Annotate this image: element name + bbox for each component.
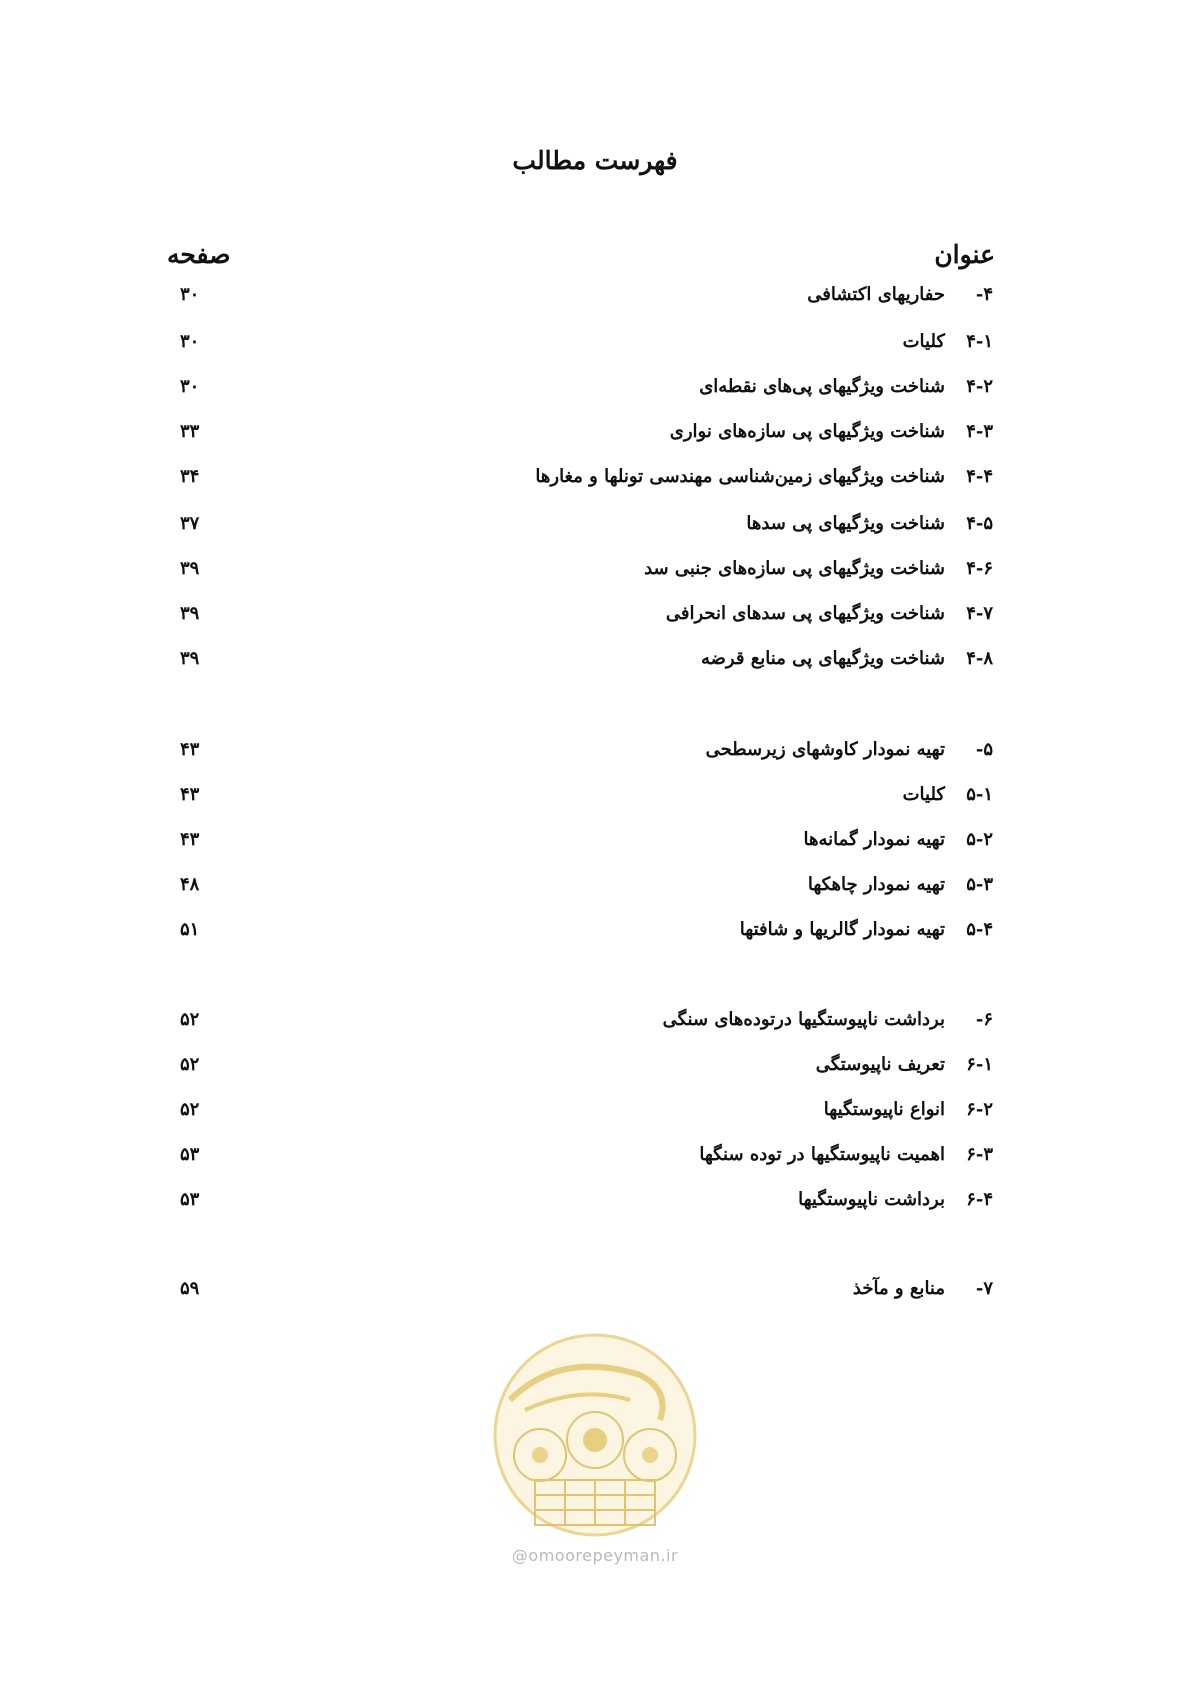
toc-entry [0, 284, 1190, 314]
toc-entry-number: ۴-۶ [966, 558, 993, 579]
toc-entry-number: ۵-۴ [966, 919, 993, 940]
toc-entry-page: ۵۱ [180, 919, 200, 940]
toc-entry-text: برداشت ناپیوستگیها درتوده‌های سنگی [662, 1009, 945, 1030]
toc-entry-text: کلیات [902, 784, 945, 805]
toc-entry-text: اهمیت ناپیوستگیها در توده سنگها [699, 1144, 945, 1165]
toc-entry-number: ۴-۵ [966, 513, 993, 534]
toc-entry-title [740, 919, 993, 940]
toc-entry-text: برداشت ناپیوستگیها [798, 1189, 945, 1210]
toc-entry-page: ۵۲ [180, 1009, 200, 1030]
toc-entry-number: ۴-۴ [966, 466, 993, 487]
toc-entry [0, 739, 1190, 769]
toc-entry-title [798, 1189, 993, 1210]
toc-entry-title [535, 466, 993, 487]
watermark-logo [490, 1330, 700, 1540]
toc-entry-text: کلیات [902, 331, 945, 352]
toc-entry-page: ۵۳ [180, 1189, 200, 1210]
toc-entry-title [699, 1144, 993, 1165]
toc-entry-page: ۳۰ [180, 376, 200, 397]
toc-entry [0, 558, 1190, 588]
toc-entry-text: شناخت ویژگیهای پی منابع قرضه [700, 648, 945, 669]
toc-entry [0, 513, 1190, 543]
toc-entry-title [903, 784, 993, 805]
toc-entry-text: شناخت ویژگیهای پی‌های نقطه‌ای [699, 376, 945, 397]
toc-entry-number: ۵-۲ [966, 829, 993, 850]
toc-entry-title [903, 331, 993, 352]
toc-entry-title [824, 1099, 993, 1120]
toc-entry-number: ۴-۸ [966, 648, 993, 669]
toc-entry-text: شناخت ویژگیهای پی سدهای انحرافی [665, 603, 945, 624]
toc-entry-page: ۳۰ [180, 284, 200, 305]
toc-entry [0, 919, 1190, 949]
toc-entry-number: ۵- [975, 739, 993, 760]
toc-entry-page: ۴۳ [180, 739, 200, 760]
toc-entry-title [706, 739, 993, 760]
toc-entry-page: ۴۳ [180, 784, 200, 805]
toc-entry-number: ۶-۳ [966, 1144, 993, 1165]
toc-entry [0, 466, 1190, 496]
toc-entry-number: ۷- [975, 1278, 993, 1299]
toc-entry-text: تهیه نمودار کاوشهای زیرسطحی [705, 739, 945, 760]
toc-entry-page: ۴۸ [180, 874, 200, 895]
toc-entry-number: ۶-۴ [966, 1189, 993, 1210]
toc-entry-text: شناخت ویژگیهای پی سدها [746, 513, 945, 534]
toc-entry-number: ۶- [975, 1009, 993, 1030]
toc-entry-page: ۳۰ [180, 331, 200, 352]
toc-entry-text: حفاریهای اکتشافی [807, 284, 945, 305]
toc-entry [0, 1054, 1190, 1084]
toc-entry-text: تعریف ناپیوستگی [815, 1054, 945, 1075]
toc-entry [0, 1278, 1190, 1308]
toc-entry-number: ۴-۲ [966, 376, 993, 397]
toc-entry [0, 874, 1190, 904]
toc-entry-title [804, 829, 993, 850]
toc-entry [0, 331, 1190, 361]
toc-entry [0, 1009, 1190, 1039]
toc-entry-text: تهیه نمودار گالریها و شافتها [739, 919, 945, 940]
toc-entry-page: ۵۹ [180, 1278, 200, 1299]
toc-entry-page: ۳۹ [180, 558, 200, 579]
toc-entry-page: ۳۹ [180, 648, 200, 669]
toc-entry-page: ۳۹ [180, 603, 200, 624]
toc-entry-text: تهیه نمودار چاهکها [807, 874, 945, 895]
toc-entry-number: ۴- [975, 284, 993, 305]
toc-entry-title [644, 558, 993, 579]
page-title: فهرست مطالب [512, 146, 678, 175]
toc-entry [0, 603, 1190, 633]
toc-entry-title [816, 1054, 993, 1075]
toc-entry-title [670, 421, 993, 442]
toc-entry [0, 829, 1190, 859]
toc-entry-text: شناخت ویژگیهای پی سازه‌های جنبی سد [644, 558, 945, 579]
toc-entry-text: شناخت ویژگیهای زمین‌شناسی مهندسی تونلها و مغارها [535, 466, 945, 487]
toc-entry-number: ۶-۲ [966, 1099, 993, 1120]
toc-entry-text: تهیه نمودار گمانه‌ها [803, 829, 945, 850]
toc-entry-page: ۳۷ [180, 513, 200, 534]
toc-entry-title [701, 648, 993, 669]
toc-entry [0, 784, 1190, 814]
toc-entry-number: ۵-۳ [966, 874, 993, 895]
toc-entry-number: ۵-۱ [966, 784, 993, 805]
toc-entry-title [666, 603, 993, 624]
watermark-site: @omoorepeyman.ir [511, 1546, 679, 1565]
toc-entry-page: ۵۲ [180, 1099, 200, 1120]
toc-entry-title [853, 1278, 993, 1299]
toc-entry-text: منابع و مآخذ [852, 1278, 945, 1299]
toc-entry-title [699, 376, 993, 397]
toc-entry-title [663, 1009, 993, 1030]
toc-entry-text: انواع ناپیوستگیها [823, 1099, 945, 1120]
toc-entry [0, 1099, 1190, 1129]
toc-entry-text: شناخت ویژگیهای پی سازه‌های نواری [669, 421, 945, 442]
toc-entry-page: ۳۴ [180, 466, 200, 487]
toc-entry [0, 648, 1190, 678]
toc-entry-page: ۴۳ [180, 829, 200, 850]
toc-entry [0, 376, 1190, 406]
toc-entry-title [746, 513, 993, 534]
toc-entry-title [807, 284, 993, 305]
toc-entry-page: ۵۲ [180, 1054, 200, 1075]
toc-entry-number: ۴-۳ [966, 421, 993, 442]
toc-entry [0, 1144, 1190, 1174]
toc-entry-number: ۶-۱ [966, 1054, 993, 1075]
toc-entry-title [808, 874, 993, 895]
title-column-header: عنوان [934, 240, 995, 269]
toc-entry-number: ۴-۷ [966, 603, 993, 624]
toc-entry-page: ۵۳ [180, 1144, 200, 1165]
toc-entry [0, 421, 1190, 451]
toc-entry-page: ۳۳ [180, 421, 200, 442]
page-column-header: صفحه [167, 240, 231, 269]
toc-entry [0, 1189, 1190, 1219]
toc-entry-number: ۴-۱ [966, 331, 993, 352]
